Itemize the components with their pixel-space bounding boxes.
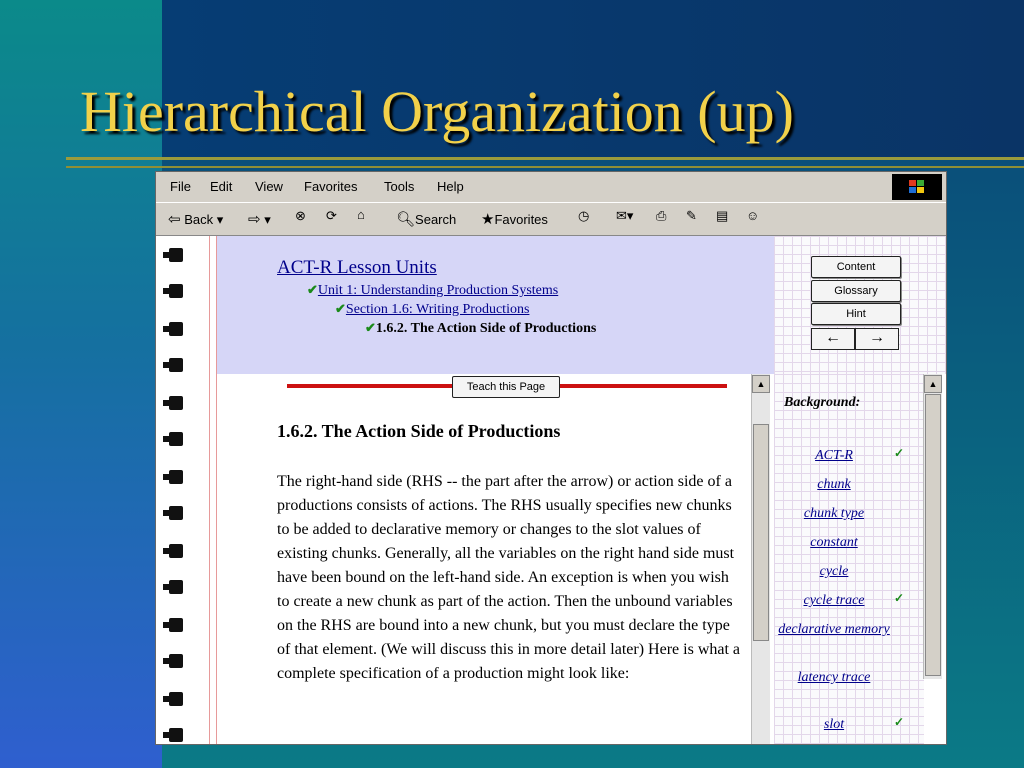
binding-ring — [169, 396, 183, 410]
glossary-term-link[interactable]: cycle trace — [803, 593, 865, 608]
favorites-icon: ★ — [481, 211, 495, 228]
glossary-term-link[interactable]: chunk type — [803, 506, 865, 521]
binding-ring — [169, 506, 183, 520]
menu-view[interactable]: View — [255, 179, 283, 194]
menu-file[interactable]: File — [170, 179, 191, 194]
search-button[interactable] — [396, 210, 456, 228]
binding-ring — [169, 654, 183, 668]
current-page-label: 1.6.2. The Action Side of Productions — [375, 321, 597, 336]
title-rule-secondary — [66, 166, 1024, 168]
glossary-heading: Background: — [784, 395, 861, 410]
check-icon: ✓ — [894, 446, 905, 460]
glossary-term-link[interactable]: declarative memory — [778, 622, 890, 637]
forward-button[interactable]: ⇨ ▾ — [248, 211, 271, 228]
navigation-panel — [774, 236, 946, 374]
article-body: The right-hand side (RHS -- the part after the arrow) or action side of a productions consists of actions. The RHS usually specifies new chunks to be added to declarative memory or changes to the slot values of existing chunks. Generally, all the variables on the right hand side must have been bound on the left-hand side. An exception is when you wish to create a new chunk as part of the action. Then the unbound variables on the RHS are bound into a new chunk, but you must declare the type of that element. (We will discuss this in more detail later) Here is what a complete specification of a production might look like: — [277, 473, 741, 682]
binding-ring — [169, 322, 183, 336]
breadcrumb-section — [335, 301, 529, 318]
print-icon[interactable]: ⎙ — [656, 208, 667, 223]
breadcrumb-unit — [307, 282, 558, 299]
glossary-panel — [774, 374, 924, 744]
glossary-term-link[interactable]: ACT-R — [815, 448, 853, 463]
content-button[interactable]: Content — [811, 256, 901, 278]
history-icon[interactable]: ◷ — [578, 208, 590, 223]
binding-ring — [169, 248, 183, 262]
home-icon[interactable]: ⌂ — [357, 207, 365, 222]
scroll-up-arrow-icon[interactable]: ▲ — [924, 375, 942, 393]
binding-ring — [169, 284, 183, 298]
mail-icon[interactable]: ✉▾ — [616, 208, 634, 223]
browser-window — [155, 171, 947, 745]
stop-icon[interactable]: ⊗ — [295, 208, 306, 223]
article-heading: 1.6.2. The Action Side of Productions — [277, 421, 561, 441]
glossary-button[interactable]: Glossary — [811, 280, 901, 302]
favorites-label: Favorites — [494, 212, 548, 227]
check-icon: ✓ — [894, 591, 905, 605]
web-page-content — [156, 236, 946, 744]
messenger-icon[interactable]: ☺ — [746, 208, 760, 223]
windows-logo-icon — [892, 174, 942, 200]
back-button[interactable]: ⇦ Back ▾ — [168, 211, 224, 228]
search-icon: 🔍︎ — [396, 211, 416, 228]
binding-ring — [169, 544, 183, 558]
glossary-term-link[interactable]: cycle — [819, 564, 849, 579]
hint-button[interactable]: Hint — [811, 303, 901, 325]
scroll-up-arrow-icon[interactable]: ▲ — [752, 375, 770, 393]
menu-help[interactable]: Help — [437, 179, 464, 194]
slide-title: Hierarchical Organization (up) — [80, 79, 794, 144]
glossary-scrollbar[interactable] — [923, 374, 942, 679]
edit-icon[interactable]: ✎ — [686, 208, 697, 223]
article-scrollbar[interactable] — [751, 374, 770, 744]
check-icon: ✓ — [894, 715, 905, 729]
refresh-icon[interactable]: ⟳ — [326, 208, 337, 223]
menu-favorites[interactable]: Favorites — [304, 179, 358, 194]
previous-page-button[interactable] — [811, 328, 855, 350]
section-link[interactable]: Section 1.6: Writing Productions — [345, 302, 530, 317]
check-icon: ✔ — [335, 301, 346, 316]
check-icon: ✔ — [307, 282, 318, 297]
lesson-navigation — [217, 236, 774, 374]
binding-ring — [169, 728, 183, 742]
menu-bar — [156, 172, 946, 200]
binding-ring — [169, 358, 183, 372]
left-arrow-icon: ← — [825, 329, 841, 346]
search-label: Search — [415, 212, 457, 227]
forward-arrow-icon: ⇨ — [248, 211, 261, 228]
glossary-term-link[interactable]: latency trace — [797, 670, 871, 685]
binding-ring — [169, 580, 183, 594]
teach-this-page-button[interactable]: Teach this Page — [452, 376, 560, 398]
article-frame — [217, 374, 750, 744]
binding-ring — [169, 618, 183, 632]
menu-edit[interactable]: Edit — [210, 179, 233, 194]
glossary-term-link[interactable]: slot — [823, 717, 845, 732]
margin-line — [209, 236, 210, 744]
binding-ring — [169, 692, 183, 706]
glossary-term-link[interactable]: constant — [810, 535, 858, 550]
next-page-button[interactable] — [855, 328, 899, 350]
right-arrow-icon: → — [869, 329, 885, 346]
discuss-icon[interactable]: ▤ — [716, 208, 729, 223]
scroll-thumb[interactable] — [753, 424, 769, 641]
back-arrow-icon: ⇦ — [168, 211, 181, 228]
back-label: Back — [184, 212, 214, 227]
lesson-units-link[interactable]: ACT-R Lesson Units — [277, 257, 437, 278]
binding-ring — [169, 432, 183, 446]
breadcrumb-current — [365, 320, 596, 337]
glossary-term-link[interactable]: chunk — [817, 477, 851, 492]
browser-toolbar — [156, 202, 946, 236]
notebook-binding — [156, 236, 216, 744]
title-rule — [66, 157, 1024, 160]
scroll-thumb[interactable] — [925, 394, 941, 676]
check-icon: ✔ — [365, 320, 376, 335]
favorites-button[interactable] — [481, 210, 548, 228]
unit-link[interactable]: Unit 1: Understanding Production Systems — [317, 283, 559, 298]
binding-ring — [169, 470, 183, 484]
menu-tools[interactable]: Tools — [384, 179, 415, 194]
